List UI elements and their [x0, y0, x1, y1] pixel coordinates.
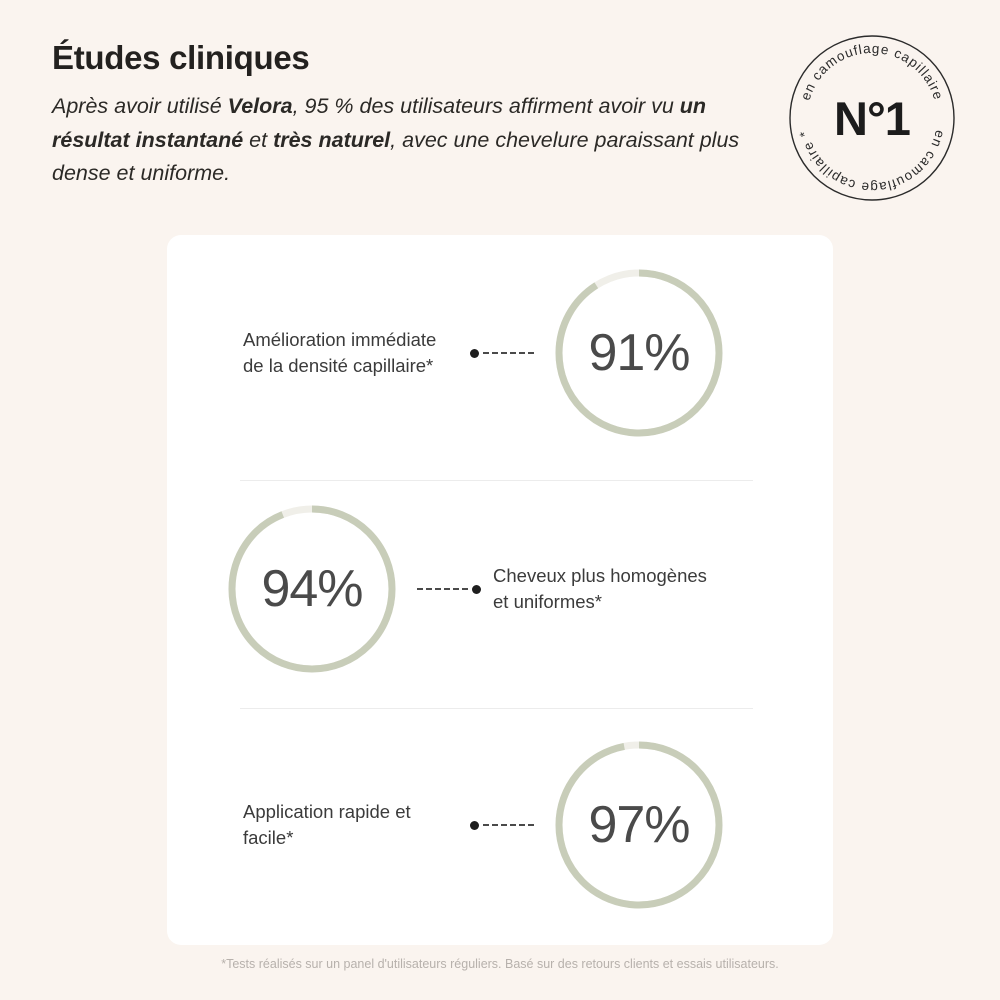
badge-arc-bottom-text: en camouflage capillaire * — [796, 128, 948, 196]
stat-ring — [550, 264, 728, 442]
stat-label: Amélioration immédiate de la densité capillaire* — [243, 328, 437, 376]
stat-row — [167, 707, 833, 943]
stat-row — [167, 235, 833, 471]
stat-label: Application rapide et facile* — [243, 800, 411, 848]
badge-arc-top-text: en camouflage capillaire — [797, 40, 947, 103]
stat-label: Cheveux plus homogènes et uniformes* — [493, 564, 707, 612]
intro-text: , avec une chevelure paraissant plus dense et uniforme. — [52, 127, 740, 185]
intro-text: et — [243, 127, 274, 152]
footnote: *Tests réalisés sur un panel d'utilisateurs réguliers. Basé sur des retours clients et essais utilisateurs. — [221, 957, 779, 971]
header — [52, 40, 772, 190]
stat-row — [167, 471, 833, 707]
intro-paragraph — [52, 90, 752, 190]
connector-dotted-line — [470, 349, 538, 358]
intro-emphasis: un résultat instantané — [52, 94, 707, 152]
connector-dotted-line — [413, 585, 481, 594]
stat-value: 94% — [261, 560, 363, 618]
connector-dashes — [483, 352, 534, 354]
connector-dotted-line — [470, 821, 538, 830]
intro-text: , 95 % des utilisateurs affirment avoir vu — [292, 94, 680, 119]
stat-value: 97% — [588, 796, 690, 854]
connector-dot-icon — [472, 585, 481, 594]
intro-text: Après avoir utilisé — [52, 94, 228, 119]
connector-dashes — [483, 824, 534, 826]
no1-badge — [786, 32, 958, 204]
connector-dot-icon — [470, 821, 479, 830]
stat-value: 91% — [588, 324, 690, 382]
connector-dot-icon — [470, 349, 479, 358]
stats-card — [167, 235, 833, 945]
stat-ring — [223, 500, 401, 678]
connector-dashes — [417, 588, 468, 590]
page-title: Études cliniques — [52, 39, 310, 76]
intro-emphasis: très naturel — [273, 127, 391, 152]
stat-ring — [550, 736, 728, 914]
badge-main-label: N°1 — [834, 91, 910, 145]
intro-emphasis: Velora — [227, 94, 293, 119]
